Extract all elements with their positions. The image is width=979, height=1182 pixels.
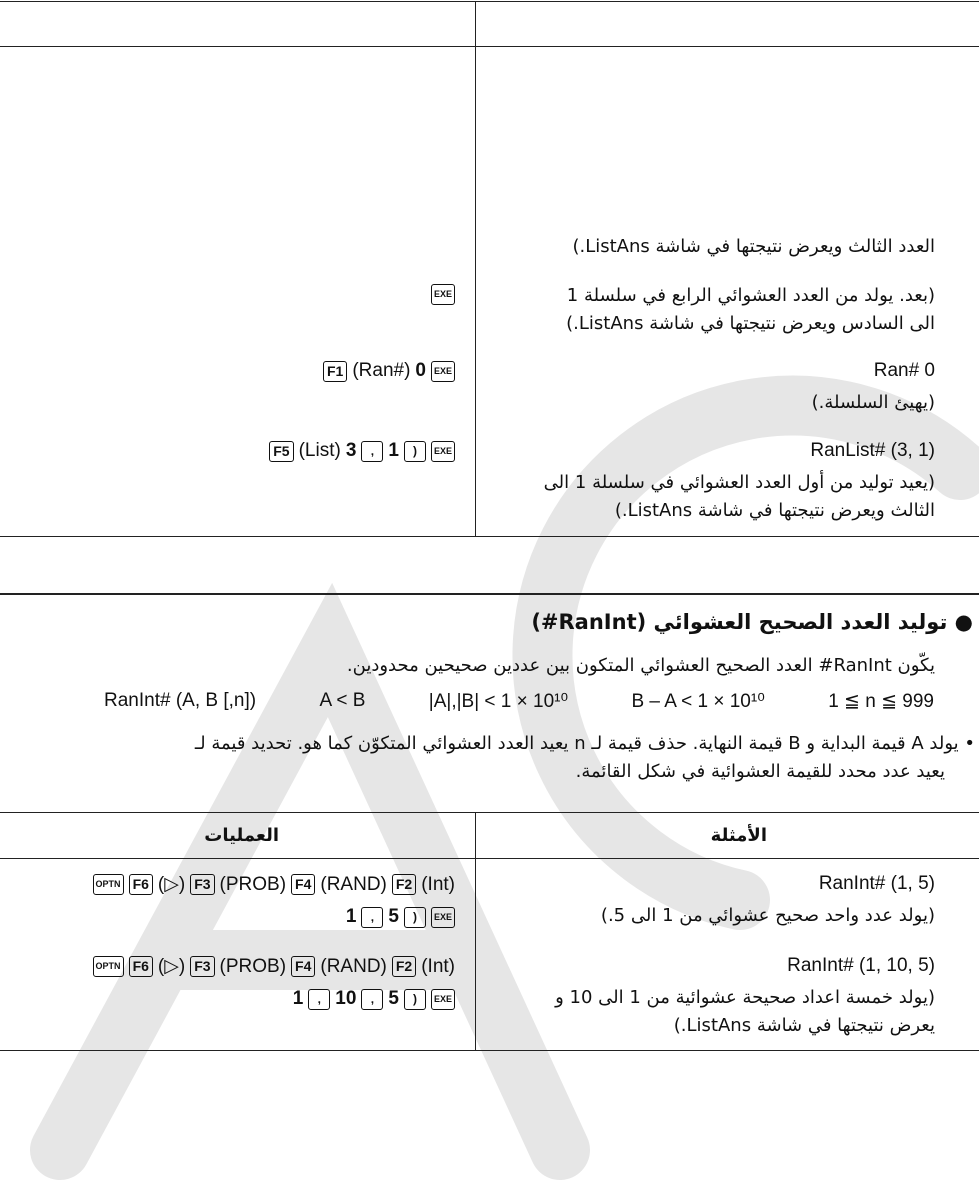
header-operations: العمليات [204, 825, 279, 846]
int-label: (Int) [421, 873, 455, 895]
section-note [15, 730, 975, 786]
example-text: (يعيد توليد من أول العدد العشوائي في سلسلة 1 الى [543, 472, 935, 493]
f4-key[interactable]: F4 [291, 874, 315, 895]
condition-a-lt-b: A < B [319, 690, 366, 711]
comma-key[interactable]: , [361, 441, 383, 462]
top-row-1-example [495, 282, 935, 338]
rand-label: (RAND) [320, 955, 387, 977]
f2-key[interactable]: F2 [392, 874, 416, 895]
comma-key[interactable]: , [361, 907, 383, 928]
section-separator [0, 593, 979, 595]
f4-key[interactable]: F4 [291, 956, 315, 977]
example-formula: RanList# (3, 1) [810, 440, 935, 461]
example-text: (بعد. يولد من العدد العشوائي الرابع في سلسلة 1 [566, 285, 935, 306]
example-formula: RanInt# (1, 10, 5) [787, 955, 935, 976]
ran-hash-label: (Ran#) [352, 360, 411, 381]
bottom-row-1-ops-line1 [93, 955, 455, 978]
condition-abs-bound: |A|,|B| < 1 × 10¹⁰ [428, 691, 569, 712]
five-label: 5 [388, 906, 399, 927]
f6-key[interactable]: F6 [129, 956, 153, 977]
five-label: 5 [388, 988, 399, 1009]
exe-key[interactable]: EXE [431, 361, 455, 382]
one-label: 1 [388, 440, 399, 461]
f3-key[interactable]: F3 [190, 874, 214, 895]
f6-key[interactable]: F6 [129, 874, 153, 895]
exe-key[interactable]: EXE [431, 989, 455, 1010]
one-label: 1 [292, 988, 304, 1009]
int-label: (Int) [421, 955, 455, 977]
prob-label: (PROB) [219, 873, 287, 895]
next-arrow-label: (▷) [157, 874, 186, 895]
top-row-3-example [475, 437, 935, 525]
close-paren-key[interactable]: ) [404, 907, 426, 928]
example-formula: RanInt# (1, 5) [818, 873, 935, 894]
f5-key[interactable]: F5 [269, 441, 293, 462]
next-arrow-label: (▷) [157, 956, 186, 977]
example-text: (يولد خمسة اعداد صحيحة عشوائية من 1 الى 10 و [555, 987, 935, 1008]
bottom-row-0-example [495, 870, 935, 930]
top-row-3-ops [269, 440, 455, 462]
top-row-0-example [495, 233, 935, 261]
section-syntax-line [104, 690, 934, 713]
condition-diff-bound: B – A < 1 × 10¹⁰ [631, 691, 765, 712]
example-text: العدد الثالث ويعرض نتيجتها في شاشة ListAns.) [572, 236, 935, 257]
comma-key[interactable]: , [308, 989, 330, 1010]
exe-key[interactable]: EXE [431, 441, 455, 462]
list-label: (List) [298, 440, 341, 461]
bottom-table-header-rule [0, 858, 979, 859]
bottom-row-0-ops-line2 [346, 906, 455, 928]
top-table-border-bottom [0, 536, 979, 537]
close-paren-key[interactable]: ) [404, 989, 426, 1010]
top-row-1-ops [431, 284, 455, 305]
bottom-row-0-ops-line1 [93, 873, 455, 896]
top-row-2-example [495, 357, 935, 417]
top-table-border-top [0, 1, 979, 2]
optn-key[interactable]: OPTN [93, 956, 124, 977]
rand-label: (RAND) [320, 873, 387, 895]
example-text: الى السادس ويعرض نتيجتها في شاشة ListAns.) [566, 313, 935, 334]
note-line: • يولد A قيمة البداية و B قيمة النهاية. حذف قيمة لـ n يعيد العدد العشوائي المتكوّن كما هو. تحديد قيمة لـ [194, 733, 975, 754]
example-text: يعرض نتيجتها في شاشة ListAns.) [673, 1015, 935, 1036]
condition-n-range: 1 ≦ n ≦ 999 [828, 691, 934, 712]
note-line: يعيد عدد محدد للقيمة العشوائية في شكل القائمة. [575, 761, 945, 782]
section-intro: يكّون RanInt# العدد الصحيح العشوائي المتكون بين عددين صحيحين محدودين. [346, 655, 935, 676]
one-label: 1 [345, 906, 357, 927]
exe-key[interactable]: EXE [431, 284, 455, 305]
f3-key[interactable]: F3 [190, 956, 214, 977]
section-title-text: توليد العدد الصحيح العشوائي (RanInt#) [531, 610, 948, 634]
top-table-header-rule [0, 46, 979, 47]
example-text: (يولد عدد واحد صحيح عشوائي من 1 الى 5.) [600, 905, 935, 926]
example-text: الثالث ويعرض نتيجتها في شاشة ListAns.) [614, 500, 935, 521]
section-bullet: ● [954, 610, 973, 634]
close-paren-key[interactable]: ) [404, 441, 426, 462]
zero-key-label: 0 [415, 360, 426, 381]
three-label: 3 [345, 440, 357, 461]
bottom-row-1-ops-line2 [293, 988, 455, 1010]
bottom-table-border-bottom [0, 1050, 979, 1051]
section-title [13, 608, 973, 636]
bottom-table-border-top [0, 812, 979, 813]
syntax-text: RanInt# (A, B [,n]) [104, 690, 257, 711]
header-examples: الأمثلة [710, 825, 767, 846]
exe-key[interactable]: EXE [431, 907, 455, 928]
optn-key[interactable]: OPTN [93, 874, 124, 895]
top-row-2-ops [323, 360, 455, 382]
f1-key[interactable]: F1 [323, 361, 347, 382]
example-formula: Ran# 0 [873, 360, 935, 381]
f2-key[interactable]: F2 [392, 956, 416, 977]
ten-label: 10 [335, 988, 357, 1009]
bottom-row-1-example [475, 952, 935, 1040]
example-text: (يهيئ السلسلة.) [811, 392, 935, 413]
prob-label: (PROB) [219, 955, 287, 977]
comma-key[interactable]: , [361, 989, 383, 1010]
